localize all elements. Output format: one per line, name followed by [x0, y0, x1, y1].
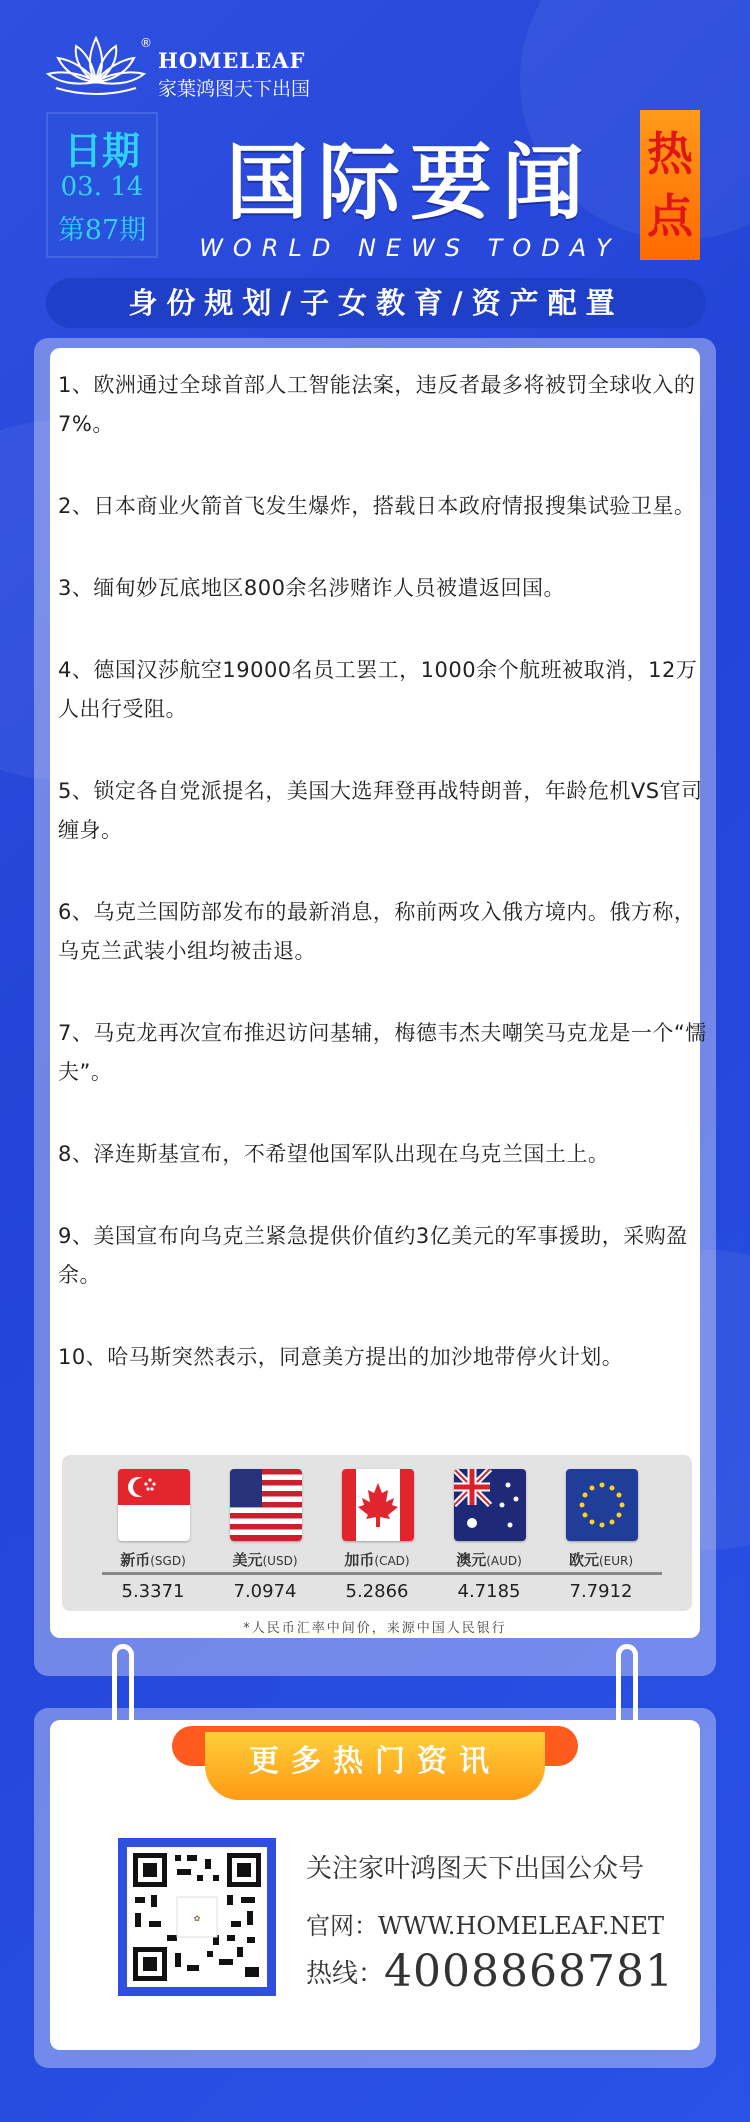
website-label: 官网： — [306, 1912, 378, 1940]
date-box — [46, 112, 158, 258]
website-link[interactable]: WWW.HOMELEAF.NET — [378, 1912, 664, 1940]
rate-code: (EUR) — [598, 1554, 634, 1568]
rate-code: (SGD) — [150, 1554, 186, 1568]
news-item: 7、马克龙再次宣布推迟访问基辅，梅德韦杰夫嘲笑马克龙是一个“懦夫”。 — [58, 1021, 707, 1084]
rate-code: (CAD) — [374, 1554, 410, 1568]
eu-flag-icon — [566, 1469, 638, 1541]
rate-name: 新币 — [120, 1551, 151, 1569]
usa-flag-icon — [230, 1469, 302, 1541]
rates-divider — [102, 1572, 662, 1575]
news-item: 6、乌克兰国防部发布的最新消息，称前两攻入俄方境内。俄方称，乌克兰武装小组均被击退。 — [58, 900, 696, 963]
more-news-tab: 更多热门资讯 — [205, 1732, 545, 1800]
australia-flag-icon — [454, 1469, 526, 1541]
hot-badge — [640, 110, 700, 260]
rate-value: 4.7185 — [457, 1581, 521, 1602]
rate-value: 7.7912 — [569, 1581, 633, 1602]
brand-name-en: HOMELEAF — [158, 48, 306, 73]
rate-code: (AUD) — [486, 1554, 522, 1568]
news-item: 4、德国汉莎航空19000名员工罢工，1000余个航班被取消，12万人出行受阻。 — [58, 658, 698, 721]
exchange-rates-panel — [62, 1455, 692, 1611]
hotline-line — [306, 1946, 674, 1997]
rate-value: 5.2866 — [345, 1581, 409, 1602]
news-item: 2、日本商业火箭首飞发生爆炸，搭载日本政府情报搜集试验卫星。 — [58, 494, 696, 518]
singapore-flag-icon — [118, 1469, 190, 1541]
brand-name-cn: 家葉鸿图天下出国 — [158, 78, 311, 100]
hotline-label: 热线： — [306, 1959, 385, 1989]
news-item: 3、缅甸妙瓦底地区800余名涉赌诈人员被遣返回国。 — [58, 576, 565, 600]
news-item: 9、美国宣布向乌克兰紧急提供价值约3亿美元的军事援助，采购盈余。 — [58, 1224, 688, 1287]
svg-text:✿: ✿ — [193, 1914, 201, 1923]
news-item: 8、泽连斯基宣布，不希望他国军队出现在乌克兰国土上。 — [58, 1142, 610, 1166]
news-item: 10、哈马斯突然表示，同意美方提出的加沙地带停火计划。 — [58, 1345, 624, 1369]
lotus-logo-icon — [46, 30, 146, 100]
rate-value: 7.0974 — [233, 1581, 297, 1602]
rate-name: 欧元 — [568, 1551, 599, 1569]
rate-name: 澳元 — [456, 1551, 487, 1569]
page-subtitle-en: WORLD NEWS TODAY — [199, 234, 621, 262]
follow-text: 关注家叶鸿图天下出国公众号 — [306, 1854, 645, 1884]
registered-mark: ® — [140, 36, 152, 50]
date-label: 日期 — [63, 129, 140, 173]
canada-flag-icon — [342, 1469, 414, 1541]
rate-value: 5.3371 — [121, 1581, 185, 1602]
rate-name: 美元 — [232, 1551, 263, 1569]
website-line — [306, 1906, 664, 1941]
rate-code: (USD) — [262, 1554, 298, 1568]
issue-number: 第87期 — [57, 215, 147, 246]
hot-char-2: 点 — [647, 189, 693, 243]
hotline-number[interactable]: 4008868781 — [384, 1946, 674, 1997]
news-item: 1、欧洲通过全球首部人工智能法案，违反者最多将被罚全球收入的7%。 — [58, 373, 696, 436]
page-title: 国际要闻 — [225, 136, 594, 231]
qr-code — [118, 1838, 276, 1996]
rate-name: 加币 — [344, 1551, 375, 1569]
slogan-bar: 身份规划/子女教育/资产配置 — [46, 278, 706, 328]
news-list — [58, 366, 708, 1420]
rates-source-note: *人民币汇率中间价，来源中国人民银行 — [243, 1621, 507, 1636]
hot-char-1: 热 — [647, 127, 693, 181]
date-value: 03. 14 — [60, 172, 144, 202]
qr-code-icon — [127, 1847, 267, 1987]
news-item: 5、锁定各自党派提名，美国大选拜登再战特朗普，年龄危机VS官司缠身。 — [58, 779, 703, 842]
